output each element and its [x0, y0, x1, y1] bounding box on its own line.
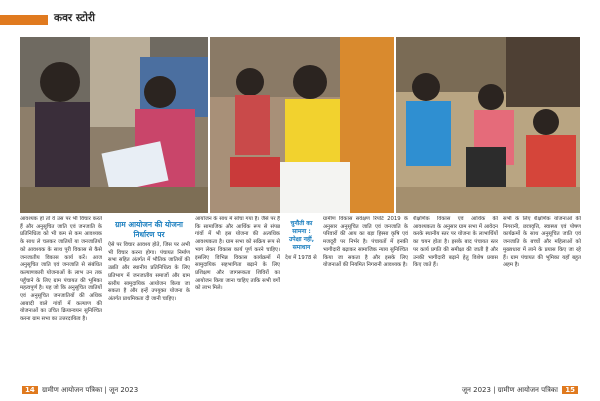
text-column-4 — [323, 216, 408, 386]
column-3-text: आयोजन के साथ में सोचा गया है। जैसे पर है कि सामाजिक और आर्थिक रूप से संपन्न गांवों में भी इस योजना की अत्यधिक आवश्यकता है। ग्राम सभा को सक्रिय रूप से भाग लेकर विकास कार्य पूर्ण करने चाहिए। इसलिए विभिन्न विकास कार्यक्रमों में सामुदायिक सहभागिता बढ़ाने के लिए प्रशिक्षण और जागरूकता शिविरों का आयोजन किया जाना चाहिए ताकि सभी वर्गों को लाभ मिले। — [195, 216, 280, 292]
issue-date-right: जून 2023 — [461, 386, 491, 394]
text-column-5 — [413, 216, 498, 386]
footer-right: जून 2023 | ग्रामीण आयोजन पत्रिका 15 — [462, 386, 580, 395]
column-6-text: सभी के लिए शैक्षणिक योजनाओं की निगरानी, छात्रवृत्ति, स्वास्थ्य एवं पोषण कार्यक्रमों के साथ अनुसूचित जाति एवं जनजाति के बच्चों और महिलाओं को मुख्यधारा में लाने के प्रयास किए जा रहे हैं। ग्राम पंचायत की भूमिका यहाँ बहुत अहम है। — [503, 216, 581, 269]
column-4-text: ग्रामीण विकास सर्वेक्षण रिपोर्ट 2019 के अनुसार अनुसूचित जाति एवं जनजाति के परिवारों की आय का बड़ा हिस्सा कृषि एवं मजदूरी पर निर्भर है। पंचायतों में इनकी भागीदारी बढ़ाकर सामाजिक न्याय सुनिश्चित किया जा सकता है और इसके लिए योजनाओं की नियमित निगरानी आवश्यक है। — [323, 216, 408, 269]
text-column-3 — [195, 216, 280, 386]
section-title: कवर स्टोरी — [54, 12, 95, 24]
text-column-middle — [285, 216, 318, 386]
page-number-left: 14 — [22, 386, 38, 394]
subhead-village-planning: ग्राम आयोजन की योजना निर्धारण पर — [115, 220, 183, 239]
photo-survey-village — [396, 37, 580, 213]
page-number-right: 15 — [562, 386, 578, 394]
column-1-text: आवश्यक हों तो वे उस पर भी विचार करते हैं और अनुसूचित जाति एवं जनजाति के प्रतिनिधित्व को भी कम से कम आवश्यक के साथ ले चलकर जातियों या जनजातियों को आवश्यक के साथ पूरी विकास से कैसे जनजातीय विकास कार्य करें। आज अनुसूचित जाति एवं जनजाति से संबंधित कल्याणकारी योजनाओं के लाभ उन तक पहुँचाने के लिए ग्राम पंचायत की भूमिका महत्वपूर्ण है। यह जो कि अनुसूचित जातियों एवं अनुसूचित जनजातियों की अधिक आबादी वाले गांवों में कल्याण की योजनाओं का उचित क्रियान्वयन सुनिश्चित करना ग्राम सभा का उत्तरदायित्व है। — [20, 216, 102, 323]
magazine-title-right: ग्रामीण आयोजन पत्रिका — [497, 386, 559, 394]
page-header — [0, 0, 600, 36]
column-5-text: शैक्षणिक विकास एवं आर्थिक की आवश्यकता के अनुसार ग्राम सभा में आवेदन करके स्थानीय स्तर पर योजना के लाभार्थियों का चयन होता है। इसके बाद पंचायत स्तर पर कार्य प्रगति की समीक्षा की जाती है और उनकी भागीदारी बढ़ाने हेतु विशेष प्रयास किए जाते हैं। — [413, 216, 498, 269]
photo-women-documents — [20, 37, 208, 213]
photo-strip — [20, 37, 580, 213]
text-column-1 — [20, 216, 102, 386]
magazine-title-left: ग्रामीण आयोजन पत्रिका — [41, 386, 103, 394]
page-footer — [0, 384, 600, 401]
text-column-6 — [503, 216, 581, 386]
section-accent-bar — [0, 15, 48, 25]
text-column-2 — [108, 216, 190, 386]
footer-left: 14 ग्रामीण आयोजन पत्रिका | जून 2023 — [20, 386, 138, 395]
column-2-text: ऐसे पर विचार आवश्य होते, जिस पर अभी भी विचार करना होगा। पंचायत निर्माण सभा सहित अंतर्गत में भौतिक जातियों की उन्नति और स्थानीय प्रतिनिधित्व के लिए प्रतिभाग में जनजातीय समाजों और ग्राम स्तरीय सामुदायिक आयोजन किया जा सकता है और इन्हें उपयुक्त योजना के अंतर्गत प्राथमिकता दी जानी चाहिए। — [108, 242, 190, 302]
photo-boy-writing — [210, 37, 394, 213]
subhead-challenge: चुनौती का सामना : उपेक्षा नहीं, समाधान — [289, 220, 314, 251]
issue-date-left: जून 2023 — [109, 386, 139, 394]
column-middle-text: देश में 1978 से — [285, 255, 317, 261]
